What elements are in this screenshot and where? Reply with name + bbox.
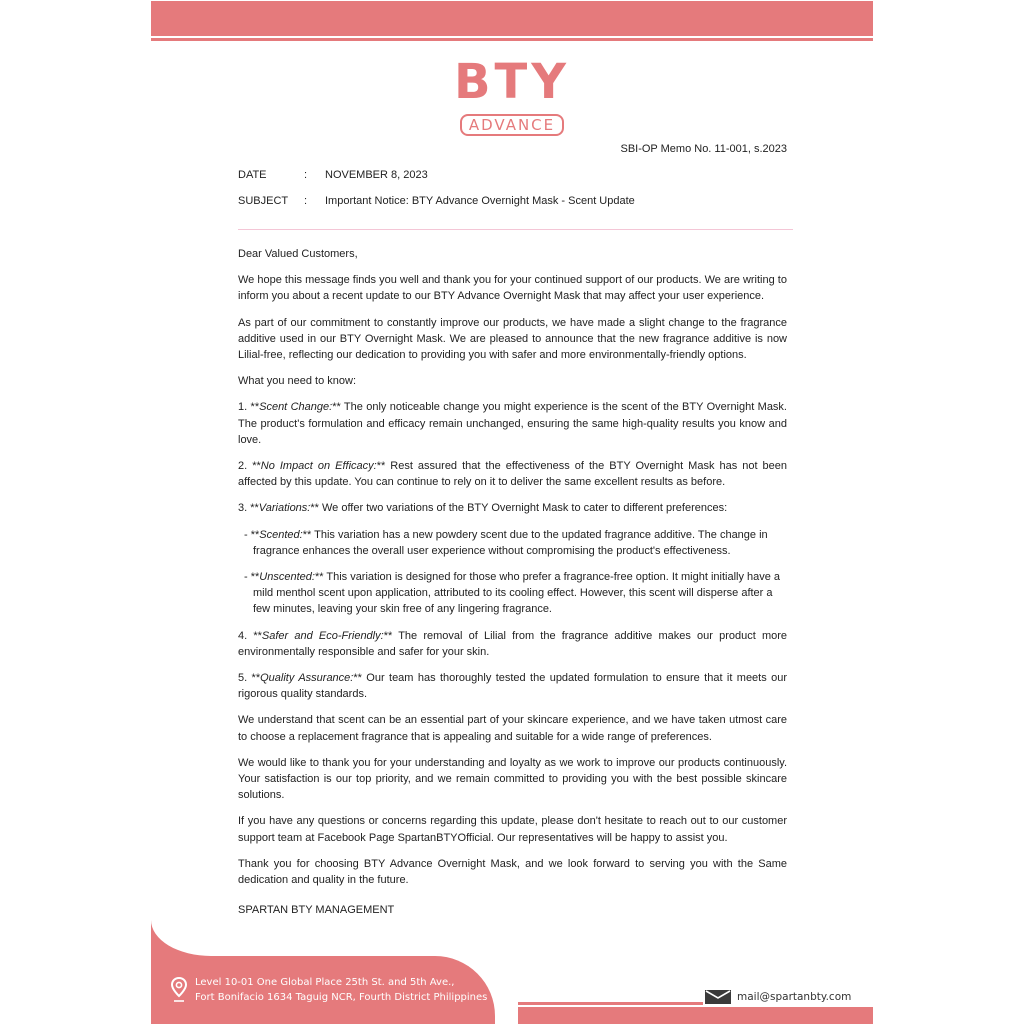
intro-paragraph-1: We hope this message finds you well and thank you for your continued support of our products. We are writing to inform you about a recent update to our BTY Advance Overnight Mask that may affect your user experience. <box>238 274 787 303</box>
date-label: DATE <box>238 169 267 181</box>
letterhead-page <box>151 0 873 1024</box>
memo-number: SBI-OP Memo No. 11-001, s.2023 <box>620 143 787 155</box>
subject-separator: : <box>304 195 308 207</box>
header-divider <box>238 229 793 230</box>
footer-rule <box>518 1002 703 1005</box>
salutation: Dear Valued Customers, <box>238 248 358 260</box>
closing-paragraph-4: Thank you for choosing BTY Advance Overnight Mask, and we look forward to serving you with the Same dedication and quality in the future. <box>238 857 787 887</box>
email-address[interactable]: mail@spartanbty.com <box>737 991 852 1003</box>
point-item: 2. **No Impact on Efficacy:** Rest assured that the effectiveness of the BTY Overnight Mask has not been affected by this update. You can continue to rely on it to deliver the same excellent results as before. <box>238 460 788 489</box>
logo-sub-badge: ADVANCE <box>460 114 564 136</box>
map-pin-icon <box>171 977 187 1003</box>
closing-paragraph-2: We would like to thank you for your understanding and loyalty as we work to improve our products continuously. Your satisfaction is our top priority, and we remain committed to providing you with the best possible skincare solutions. <box>238 756 787 802</box>
envelope-icon <box>705 990 731 1004</box>
footer-wave <box>151 920 511 1024</box>
closing-paragraph-3: If you have any questions or concerns regarding this update, please don't hesitate to reach out to our customer support team at Facebook Page SpartanBTYOfficial. Our representatives will be happy to assist you. <box>238 815 787 844</box>
date-separator: : <box>304 169 308 181</box>
point-item: 3. **Variations:** We offer two variations of the BTY Overnight Mask to cater to different preferences: <box>238 502 728 515</box>
memo-subject-row <box>238 195 635 207</box>
brand-logo <box>151 56 873 136</box>
point-item: 1. **Scent Change:** The only noticeable change you might experience is the scent of the BTY Overnight Mask. The product's formulation and efficacy remain unchanged, ensuring the same high-quality results you know and love. <box>238 401 787 446</box>
need-to-know-heading: What you need to know: <box>238 375 357 388</box>
point-item: 4. **Safer and Eco-Friendly:** The removal of Lilial from the fragrance additive makes our product more environmentally responsible and safer for your skin. <box>238 629 787 658</box>
closing-paragraph-1: We understand that scent can be an essential part of your skincare experience, and we have taken utmost care to choose a replacement fragrance that is appealing and suitable for a wide range of preferences. <box>238 714 787 743</box>
subject-value: Important Notice: BTY Advance Overnight Mask - Scent Update <box>325 195 635 207</box>
footer-email <box>705 990 851 1004</box>
footer-address <box>171 975 487 1005</box>
point-item: 5. **Quality Assurance:** Our team has thoroughly tested the updated formulation to ensure that it meets our rigorous quality standards. <box>238 672 788 701</box>
date-value: NOVEMBER 8, 2023 <box>325 169 428 181</box>
header-rule <box>151 38 873 41</box>
variation-item: - **Unscented:** This variation is designed for those who prefer a fragrance-free option. It might initially have a mild menthol scent upon application, attributed to its cooling effect. However, this scent will disperse after a few minutes, leaving your skin free of any lingering fragrance. <box>244 571 781 616</box>
letter-body <box>238 246 787 898</box>
header-band <box>151 1 873 36</box>
signoff: SPARTAN BTY MANAGEMENT <box>238 904 395 916</box>
intro-paragraph-2: As part of our commitment to constantly improve our products, we have made a slight change to the fragrance additive used in our BTY Overnight Mask. We are pleased to announce that the new fragrance additive is now Lilial-free, reflecting our dedication to providing you with safer and more environmentally-friendly options. <box>238 316 787 362</box>
address-line-2: Fort Bonifacio 1634 Taguig NCR, Fourth District Philippines <box>195 992 488 1003</box>
logo-main-text: BTY <box>453 54 571 110</box>
footer-band <box>518 1007 873 1024</box>
variation-item: - **Scented:** This variation has a new powdery scent due to the updated fragrance additive. The change in fragrance enhances the overall user experience without compromising the product's effectiveness. <box>244 528 768 557</box>
subject-label: SUBJECT <box>238 195 289 207</box>
address-line-1: Level 10-01 One Global Place 25th St. and 5th Ave., <box>195 977 455 988</box>
memo-date-row <box>238 169 428 181</box>
